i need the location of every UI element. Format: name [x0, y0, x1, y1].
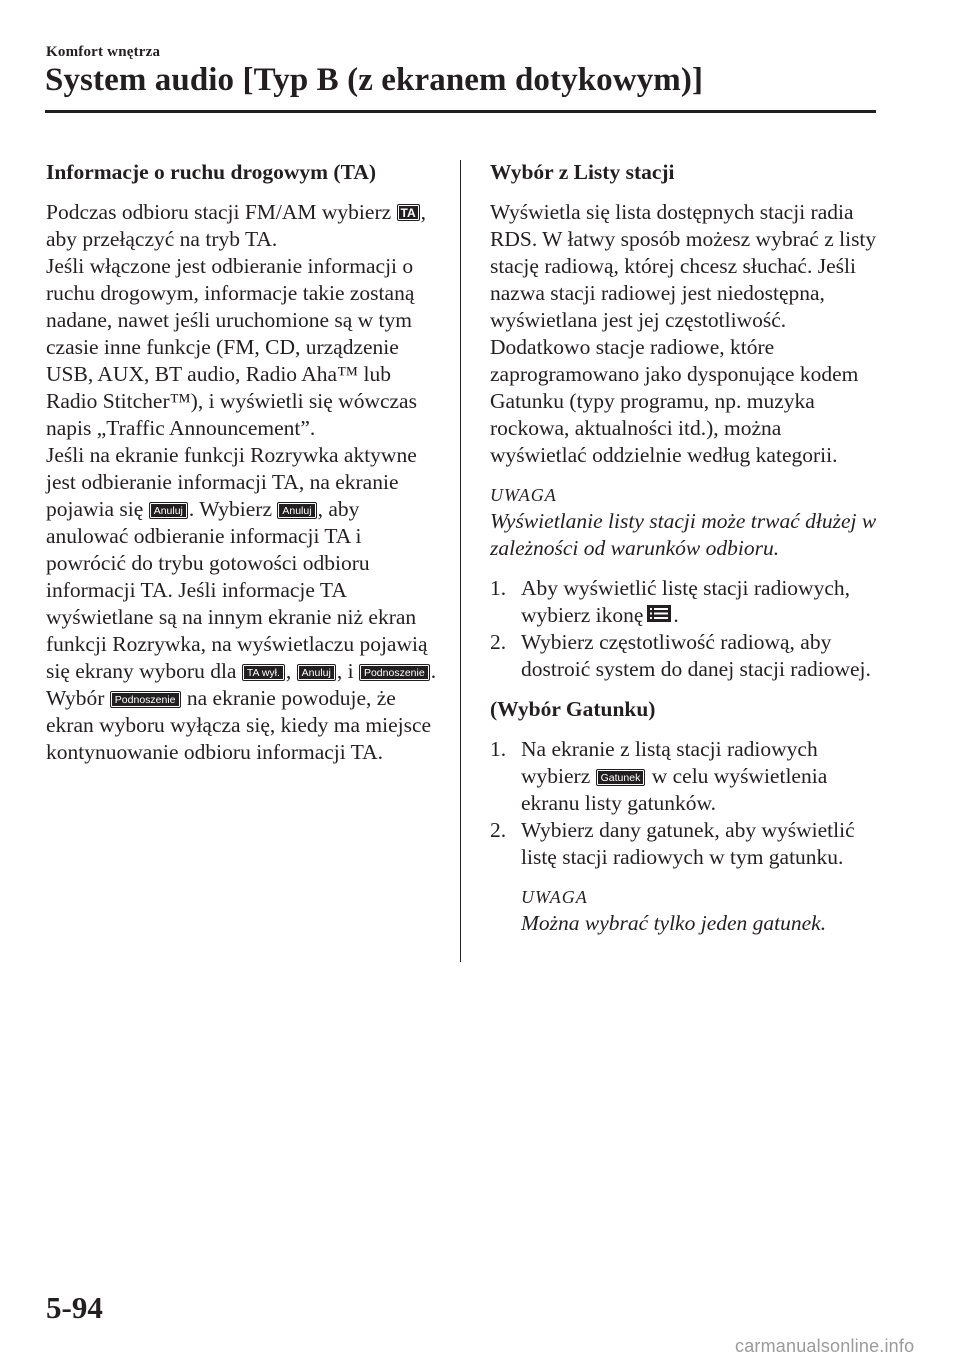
- ta-heading: Informacje o ruchu drogowym (TA): [46, 160, 377, 184]
- ta-off-button: TA wył.: [243, 665, 284, 680]
- station-list-steps: [490, 575, 882, 683]
- right-column: [490, 159, 882, 950]
- ta-paragraph-2: Jeśli włączone jest odbieranie informacji o ruchu drogowym, informacje takie zostaną nadane, nawet jeśli uruchomione są w tym czasie inne funkcje (FM, CD, urządzenie USB, AUX, BT audio, Radio Aha™ lub Radio Stitcher™), i wyświetli się wówczas napis „Traffic Announcement”.: [46, 254, 417, 440]
- page-number: 5-94: [46, 1290, 103, 1325]
- header-divider: [45, 110, 876, 113]
- note-block: [490, 482, 882, 562]
- note-text: Wyświetlanie listy stacji może trwać dłużej w zależności od warunków odbioru.: [490, 509, 877, 560]
- note-label: UWAGA: [521, 887, 588, 907]
- list-item: 1. Aby wyświetlić listę stacji radiowych, wybierz ikonę .: [490, 576, 850, 627]
- anuluj-button: Anuluj: [150, 503, 187, 518]
- note-block: [490, 884, 882, 937]
- station-list-paragraph: Wyświetla się lista dostępnych stacji radia RDS. W łatwy sposób możesz wybrać z listy stację radiową, której chcesz słuchać. Jeśli nazwa stacji radiowej jest niedostępna, wyświetlana jest jej częstotliwość. Dodatkowo stacje radiowe, które zaprogramowano jako dysponujące kodem Gatunku (typy programu, np. muzyka rockowa, aktualności itd.), można wyświetlać oddzielnie według kategorii.: [490, 200, 877, 467]
- station-list-heading: Wybór z Listy stacji: [490, 160, 675, 184]
- podnoszenie-button: Podnoszenie: [360, 665, 429, 680]
- podnoszenie-button: Podnoszenie: [111, 692, 180, 707]
- list-item: 2. Wybierz częstotliwość radiową, aby dostroić system do danej stacji radiowej.: [490, 630, 871, 681]
- anuluj-button: Anuluj: [278, 503, 315, 518]
- section-label: Komfort wnętrza: [46, 44, 161, 60]
- watermark: carmanualsonline.info: [735, 1336, 915, 1356]
- ta-button: TA: [398, 205, 419, 220]
- gatunek-button: Gatunek: [597, 770, 645, 785]
- anuluj-button: Anuluj: [298, 665, 335, 680]
- note-label: UWAGA: [490, 485, 557, 505]
- ta-paragraph-1: Podczas odbioru stacji FM/AM wybierz TA , aby przełączyć na tryb TA.: [46, 200, 427, 251]
- left-column: [46, 159, 438, 766]
- page-title: System audio [Typ B (z ekranem dotykowym)]: [45, 62, 704, 98]
- note-text: Można wybrać tylko jeden gatunek.: [521, 911, 827, 935]
- genre-steps: [490, 736, 882, 871]
- list-item: 2. Wybierz dany gatunek, aby wyświetlić listę stacji radiowych w tym gatunku.: [490, 818, 855, 869]
- genre-heading: (Wybór Gatunku): [490, 697, 656, 721]
- list-item: 1. Na ekranie z listą stacji radiowych wybierz Gatunek w celu wyświetlenia ekranu listy gatunków.: [490, 737, 828, 815]
- list-icon: [647, 605, 671, 622]
- column-divider: [460, 160, 461, 962]
- ta-paragraph-3: Jeśli na ekranie funkcji Rozrywka aktywne jest odbieranie informacji TA, na ekranie pojawia się Anuluj . Wybierz Anuluj , aby anulować odbieranie informacji TA i powrócić do trybu gotowości odbioru informacji TA. Jeśli informacje TA wyświetlane są na innym ekranie niż ekran funkcji Rozrywka, na wyświetlaczu pojawią się ekrany wyboru dla TA wył. , Anuluj , i Podnoszenie . Wybór Podnoszenie na ekranie powoduje, że ekran wyboru wyłącza się, kiedy ma miejsce kontynuowanie odbioru informacji TA.: [46, 443, 437, 764]
